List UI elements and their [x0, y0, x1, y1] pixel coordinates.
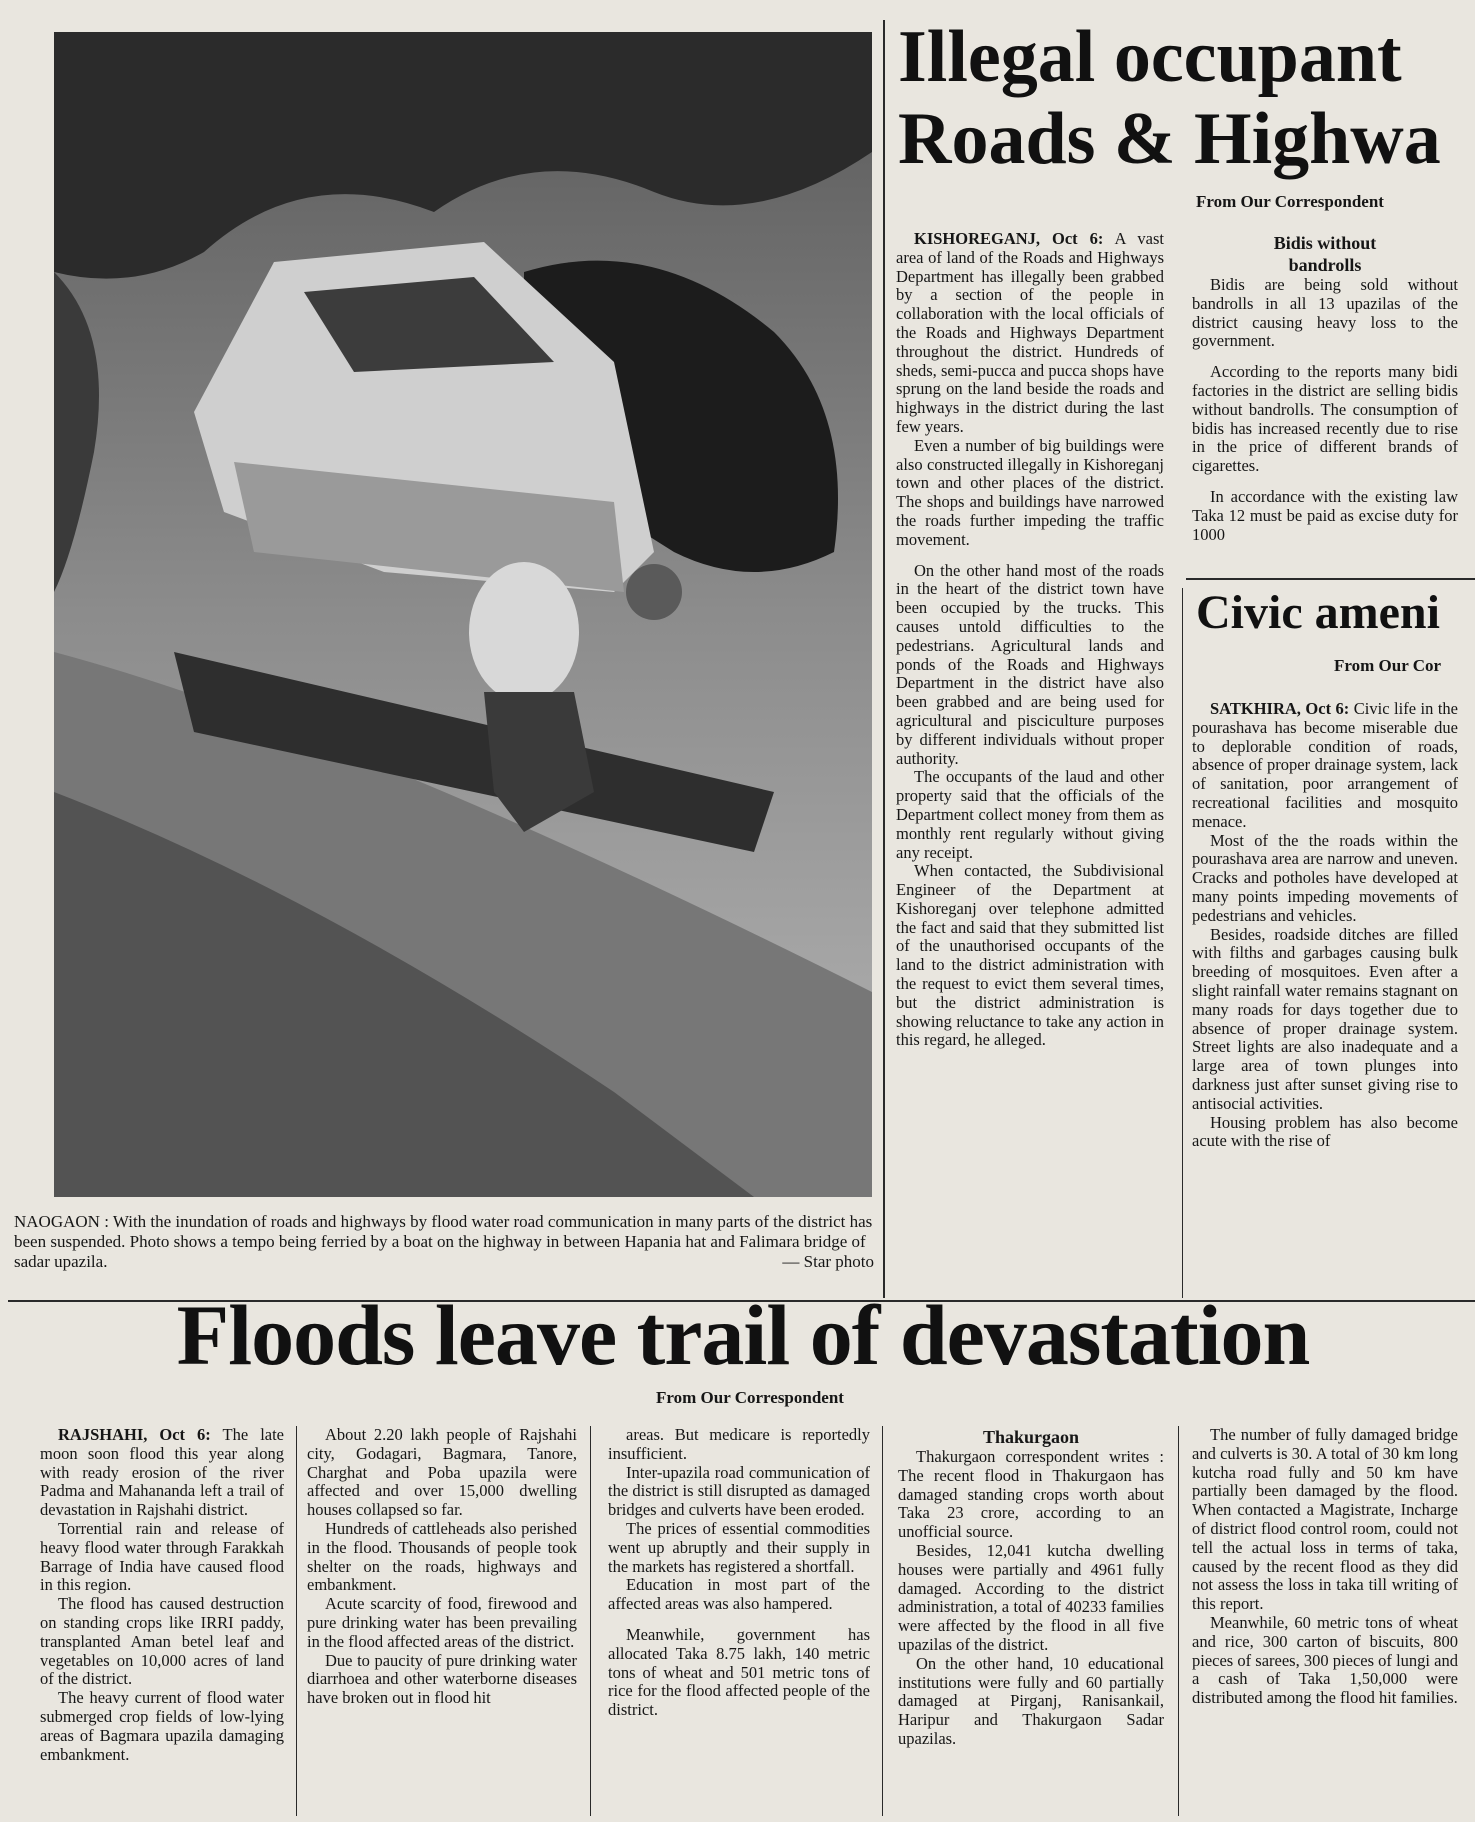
- civic-paragraph: Besides, roadside ditches are filled with filths and garbages causing bulk breeding of mosquitoes. Even after a slight rainfall water remains stagnant on many roads for days together due to absence of proper drainage system. Street lights are also inadequate and a large area of town plunges into darkness just after sunset giving rise to antisocial activities.: [1192, 924, 1458, 1113]
- caption-text: NAOGAON : With the inundation of roads and highways by flood water road communication in many parts of the district has been suspended. Photo shows a tempo being ferried by a boat on the highway in between Hapania hat and Falimara bridge of sadar upazila.: [14, 1212, 873, 1271]
- floods-col-1: [40, 1426, 284, 1816]
- civic-body: [1192, 700, 1458, 1300]
- bidis-article: [1192, 232, 1458, 572]
- floods-col-2: [307, 1426, 577, 1816]
- floods-paragraph: The flood has caused destruction on standing crops like IRRI paddy, transplanted Aman betel leaf and vegetables on 10,000 acres of land of the district.: [40, 1594, 284, 1689]
- floods-paragraph: Acute scarcity of food, firewood and pure drinking water has been prevailing in the flood affected areas of the district.: [307, 1594, 577, 1651]
- floods-paragraph: The heavy current of flood water submerged crop fields of low-lying areas of Bagmara upazila damaging embankment.: [40, 1688, 284, 1764]
- column-rule: [1178, 1426, 1179, 1816]
- illegal-occupants-body: [896, 230, 1164, 1292]
- floods-paragraph: Due to paucity of pure drinking water diarrhoea and other waterborne diseases have broken out in flood hit: [307, 1650, 577, 1708]
- photo-caption: [14, 1212, 874, 1272]
- floods-paragraph: About 2.20 lakh people of Rajshahi city, Godagari, Bagmara, Tanore, Charghat and Poba upazila were affected and over 15,000 dwelling houses collapsed so far.: [307, 1426, 577, 1520]
- floods-paragraph: Torrential rain and release of heavy flood water through Farakkah Barrage of India have caused flood in this region.: [40, 1518, 284, 1595]
- illegal-byline: From Our Correspondent: [1196, 192, 1384, 211]
- column-rule: [590, 1426, 591, 1816]
- illegal-occupants-headline: [898, 16, 1475, 180]
- section-rule: [1186, 578, 1475, 580]
- column-rule: [1182, 588, 1183, 1298]
- civic-byline: From Our Cor: [1334, 656, 1442, 675]
- floods-paragraph: The prices of essential commodities went up abruptly and their supply in the markets has registered a shortfall.: [608, 1518, 870, 1576]
- illegal-dateline: KISHOREGANJ, Oct 6:: [914, 230, 1104, 248]
- civic-paragraph: Most of the the roads within the pourashava area are narrow and uneven. Cracks and potholes have developed at many points impeding movements of pedestrians and vehicles.: [1192, 830, 1458, 925]
- floods-paragraph: Inter-upazila road communication of the district is still disrupted as damaged bridges and culverts have been eroded.: [608, 1462, 870, 1520]
- bidis-subhead: Bidis without bandrolls: [1273, 233, 1377, 275]
- floods-paragraph: The number of fully damaged bridge and culverts is 30. A total of 30 km long kutcha road fully and 50 km have partially been damaged by the flood. When contacted a Magistrate, Incharge of district flood control room, could not tell the actual loss in terms of taka, caused by the recent flood as they did not assess the loss in taka till writing of this report.: [1192, 1426, 1458, 1614]
- floods-dateline: RAJSHAHI, Oct 6:: [58, 1426, 211, 1444]
- civic-dateline: SATKHIRA, Oct 6:: [1210, 700, 1350, 718]
- floods-col-3: [608, 1426, 870, 1816]
- floods-col-5: [1192, 1426, 1458, 1816]
- floods-paragraph: Thakurgaon correspondent writes : The recent flood in Thakurgaon has damaged standing crops worth about Taka 23 crore, according to an unofficial source.: [898, 1447, 1164, 1542]
- civic-paragraph: Civic life in the pourashava has become miserable due to deplorable condition of roads, absence of proper drainage system, lack of sanitation, poor arrangement of recreational facilities and mosquito menace.: [1192, 700, 1458, 831]
- floods-paragraph: On the other hand, 10 educational institutions were fully and 60 partially damaged at Pirganj, Ranisankail, Haripur and Thakurgaon Sadar upazilas.: [898, 1653, 1164, 1748]
- floods-paragraph: areas. But medicare is reportedly insufficient.: [608, 1426, 870, 1463]
- bidis-paragraph: According to the reports many bidi factories in the district are selling bidis without bandrolls. The consumption of bidis has increased recently due to rise in the price of different brands of cigarettes.: [1192, 362, 1458, 476]
- civic-paragraph: Housing problem has also become acute with the rise of: [1192, 1112, 1458, 1151]
- bidis-paragraph: In accordance with the existing law Taka 12 must be paid as excise duty for 1000: [1192, 486, 1458, 544]
- illegal-paragraph: On the other hand most of the roads in the heart of the district town have been occupied by the trucks. This causes untold difficulties to the pedestrians. Agricultural lands and ponds of the Roads and Highways Department in the district have also been grabbed and are being used for agricultural and pisciculture purposes by different individuals without proper authority.: [896, 560, 1164, 768]
- floods-byline: From Our Correspondent: [656, 1388, 844, 1407]
- column-rule: [882, 1426, 883, 1816]
- illegal-paragraph: When contacted, the Subdivisional Engineer of the Department at Kishoreganj over telephone admitted the fact and said that they submitted list of the unauthorised occupants of the land to the district administration with the request to evict them several times, but the district administration is showing reluctance to take any action in this regard, he alleged.: [896, 861, 1164, 1050]
- flood-photo: [54, 32, 872, 1197]
- photo-credit: — Star photo: [782, 1252, 874, 1271]
- floods-col-4: [898, 1426, 1164, 1816]
- floods-headline: Floods leave trail of devastation: [176, 1287, 1310, 1383]
- floods-paragraph: Meanwhile, government has allocated Taka 8.75 lakh, 140 metric tons of wheat and 501 metric tons of rice for the flood affected people of the district.: [608, 1624, 870, 1720]
- illegal-paragraph: A vast area of land of the Roads and Highways Department has illegally been grabbed by a section of the people in collaboration with the local officials of the Roads and Highways Department throughout the district. Hundreds of sheds, semi-pucca and pucca shops have sprung on the land beside the roads and highways in the district during the last few years.: [896, 230, 1164, 436]
- floods-paragraph: Meanwhile, 60 metric tons of wheat and rice, 300 carton of biscuits, 800 pieces of sarees, 300 pieces of lungi and a cash of Taka 1,50,000 were distributed among the flood hit families.: [1192, 1612, 1458, 1708]
- headline-line-2: Roads & Highwa: [898, 98, 1441, 180]
- headline-line-1: Illegal occupant: [898, 16, 1402, 98]
- floods-paragraph: The late moon soon flood this year along with ready erosion of the river Padma and Mahananda left a trail of devastation in Rajshahi district.: [40, 1426, 284, 1520]
- thakurgaon-subhead: Thakurgaon: [982, 1427, 1080, 1447]
- column-rule: [296, 1426, 297, 1816]
- tempo-on-boat-image: [54, 32, 872, 1197]
- illegal-paragraph: Even a number of big buildings were also constructed illegally in Kishoreganj town and other places of the district. The shops and buildings have narrowed the roads further impeding the traffic movement.: [896, 435, 1164, 549]
- illegal-paragraph: The occupants of the laud and other property said that the officials of the Department collect money from them as monthly rent regularly without giving any receipt.: [896, 767, 1164, 862]
- civic-headline: Civic ameni: [1196, 586, 1440, 639]
- column-rule: [883, 20, 885, 1298]
- floods-paragraph: Besides, 12,041 kutcha dwelling houses were partially and 4961 fully damaged. According to the district administration, a total of 40233 families were affected by the flood in all five upazilas of the district.: [898, 1540, 1164, 1654]
- floods-paragraph: Hundreds of cattleheads also perished in the flood. Thousands of people took shelter on the roads, highways and embankment.: [307, 1518, 577, 1595]
- bidis-paragraph: Bidis are being sold without bandrolls in all 13 upazilas of the district causing heavy loss to the government.: [1192, 275, 1458, 351]
- floods-paragraph: Education in most part of the affected areas was also hampered.: [608, 1575, 870, 1614]
